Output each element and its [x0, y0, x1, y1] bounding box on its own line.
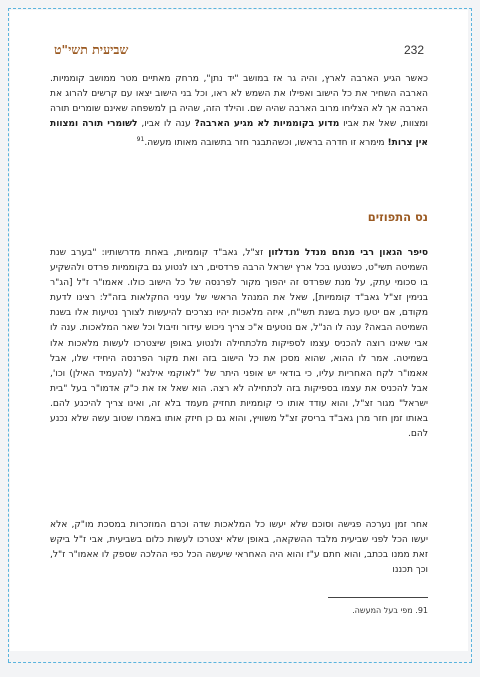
footnote-divider — [328, 597, 428, 598]
cut-line-top — [8, 8, 472, 9]
paragraph-text: אחר זמן נערכה פגישה וסוכם שלא יעשו כל המלאכות שדה וכרם המוזכרות במסכת מו"ק, אלא יעשו הכל לפני שביעית מלבד ההשקאה, באופן שלא יצטרכו לעשות כלום בשביעית, אבי ז"ל ביקש זאת ממנו בכתב, והוא חתם ע"ז והוא היה האחראי שיעשה הכל כפי ההלכה שספק לו אאמו"ר ז"ל, וכך תכננו — [50, 520, 428, 576]
book-page — [10, 10, 468, 651]
bold-answer: לשומרי תורה ומצוות אין צרות! — [50, 119, 428, 149]
page-header — [54, 40, 424, 60]
paragraph-oranges-story — [50, 246, 428, 442]
running-title: שביעית תשי"ט — [54, 42, 129, 57]
cut-line-right — [471, 8, 472, 662]
paragraph-text: מימרא זו חדרה בראשו, וכשהתבגר חזר בתשובה מאותו מעשה. — [144, 138, 388, 149]
page-number: 232 — [403, 43, 424, 57]
section-title: נס התפוזים — [367, 210, 428, 224]
footnote-reference: 91 — [136, 136, 145, 144]
paragraph-arbeh-story — [50, 72, 428, 152]
paragraph-text: ענה לו אביו, — [137, 119, 195, 130]
footnote: 91. מפי בעל המעשה. — [352, 606, 428, 615]
bold-lead: סיפר הגאון רבי מנחם מנדל מנדלזון — [268, 248, 429, 258]
bold-question: מדוע בקוממיות לא מגיע הארבה? — [194, 119, 340, 130]
paragraph-text: כאשר הגיע הארבה לארץ, והיה גר אז במושב "יד נתן", מרחק מאתיים מטר ממושב קוממיות. הארבה השחיר את כל הישוב ואפילו את השמש לא ראו, וכל בני הישוב יצאו עם קרשים להרוג את הארבה אך לא הצליחו מרוב הארבה שהיה שם. והילד הזה, שהיה בן למשפחה שאינם שומרים תורה ומצוות, שאל את אביו — [49, 74, 428, 130]
cut-line-left — [8, 8, 9, 662]
paragraph-text: זצ"ל, גאב"ד קוממיות, באחת מדרשותיו: "בערב שנת השמיטה תשי"ט, כשנטעו בכל ארץ ישראל הרבה פרדסים, רצו לנטוע גם בקוממיות פרדס ולהשקיע בו סכומי עתק, על מנת שפרדס זה יהפוך מקור לפרנסה של כל הישוב כולו. אאמו"ר ז"ל [הג"ר בנימין זצ"ל גאב"ד קוממיות], שאל את המנהל הראשי של עניני החקלאות בזה"ל: רצינו לדעת מקודם, אם יטעו כעת בשנת תשי"ח, איזה מלאכות יהיו נצרכים להיעשות לצורך נטיעות אלו בשנת השמיטה הבאה? ענה לו הנ"ל, אם נוטעים א"כ צריך ניכוש עידור וזיבול וכל שאר המלאכות. ענה לו אבי שאינו רוצה להכניס עצמו לספיקות מלכתחילה ולנטוע באופן שיצטרכו לעשות מלאכות אלו בשמיטה. אמר לו ההוא, שהוא מסכן את כל הישוב בזה ואת מקור הפרנסה היחידי שלו, אבל אאמו"ר לקח האחריות עליו, כי בודאי יש אופני היתר של "לאוקמי אילנא" (להעמיד האילן) וכו', אבל להכניס את עצמו בספיקות בזה לכתחילה לא רצה. הוא שאל אז את כ"ק אדמו"ר בעל "בית ישראל" מגור זצ"ל, והוא עודד אותו כי קוממיות תחזיק מעמד בלא זה, ואינו צריך להיכנע להם. באותו זמן חזר מרן גאב"ד בריסק זצ"ל משוויץ, והוא גם כן חיזק אותו באמרו שטוב עשה שלא נכנע להם. — [50, 248, 428, 440]
paragraph-meeting — [50, 518, 428, 578]
cut-line-bottom — [8, 662, 472, 663]
